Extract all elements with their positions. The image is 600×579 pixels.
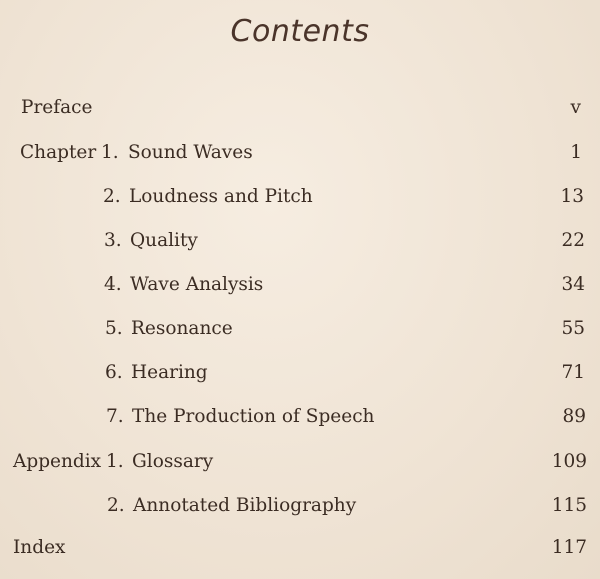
- toc-title: Quality: [130, 230, 198, 251]
- toc-title: Sound Waves: [128, 142, 253, 163]
- toc-title: Loudness and Pitch: [129, 186, 313, 207]
- toc-page-number: 117: [551, 537, 587, 558]
- toc-page-number: 55: [561, 318, 585, 339]
- toc-label: Preface: [21, 97, 93, 118]
- toc-number: 6.: [105, 362, 123, 383]
- toc-page-number: 109: [551, 451, 587, 472]
- toc-title: The Production of Speech: [132, 406, 375, 427]
- toc-title: Resonance: [131, 318, 233, 339]
- toc-entry-chapter-1: [0, 139, 600, 167]
- toc-number: 1.: [106, 451, 124, 472]
- toc-title: Glossary: [132, 451, 214, 472]
- toc-number: 5.: [105, 318, 123, 339]
- toc-label: Chapter: [20, 142, 97, 163]
- toc-number: 1.: [101, 142, 119, 163]
- toc-entry-chapter-5: [0, 315, 600, 343]
- toc-label: Appendix: [13, 451, 102, 472]
- toc-label: Index: [13, 537, 66, 558]
- toc-entry-appendix-2: [0, 492, 600, 520]
- toc-entry-chapter-3: [0, 227, 600, 255]
- toc-entry-chapter-7: [0, 403, 600, 431]
- toc-title: Annotated Bibliography: [133, 495, 357, 516]
- toc-page-number: 13: [560, 186, 584, 207]
- toc-entry-chapter-2: [0, 183, 600, 211]
- toc-page-number: 115: [551, 495, 587, 516]
- toc-page-number: 71: [561, 362, 585, 383]
- toc-title: Hearing: [131, 362, 208, 383]
- toc-title: Wave Analysis: [130, 274, 264, 295]
- toc-entry-chapter-4: [0, 271, 600, 299]
- toc-entry-preface: [0, 94, 600, 122]
- toc-page-number: 89: [562, 406, 586, 427]
- page-title: Contents: [230, 14, 370, 49]
- toc-page-number: 1: [570, 142, 582, 163]
- toc-entry-chapter-6: [0, 359, 600, 387]
- toc-page-number: 22: [561, 230, 585, 251]
- toc-number: 2.: [103, 186, 121, 207]
- toc-number: 7.: [106, 406, 124, 427]
- toc-number: 3.: [104, 230, 122, 251]
- toc-entry-appendix-1: [0, 448, 600, 476]
- toc-entry-index: [0, 534, 600, 562]
- toc-number: 2.: [107, 495, 125, 516]
- toc-page-number: v: [570, 97, 581, 118]
- toc-page-number: 34: [561, 274, 585, 295]
- toc-number: 4.: [104, 274, 122, 295]
